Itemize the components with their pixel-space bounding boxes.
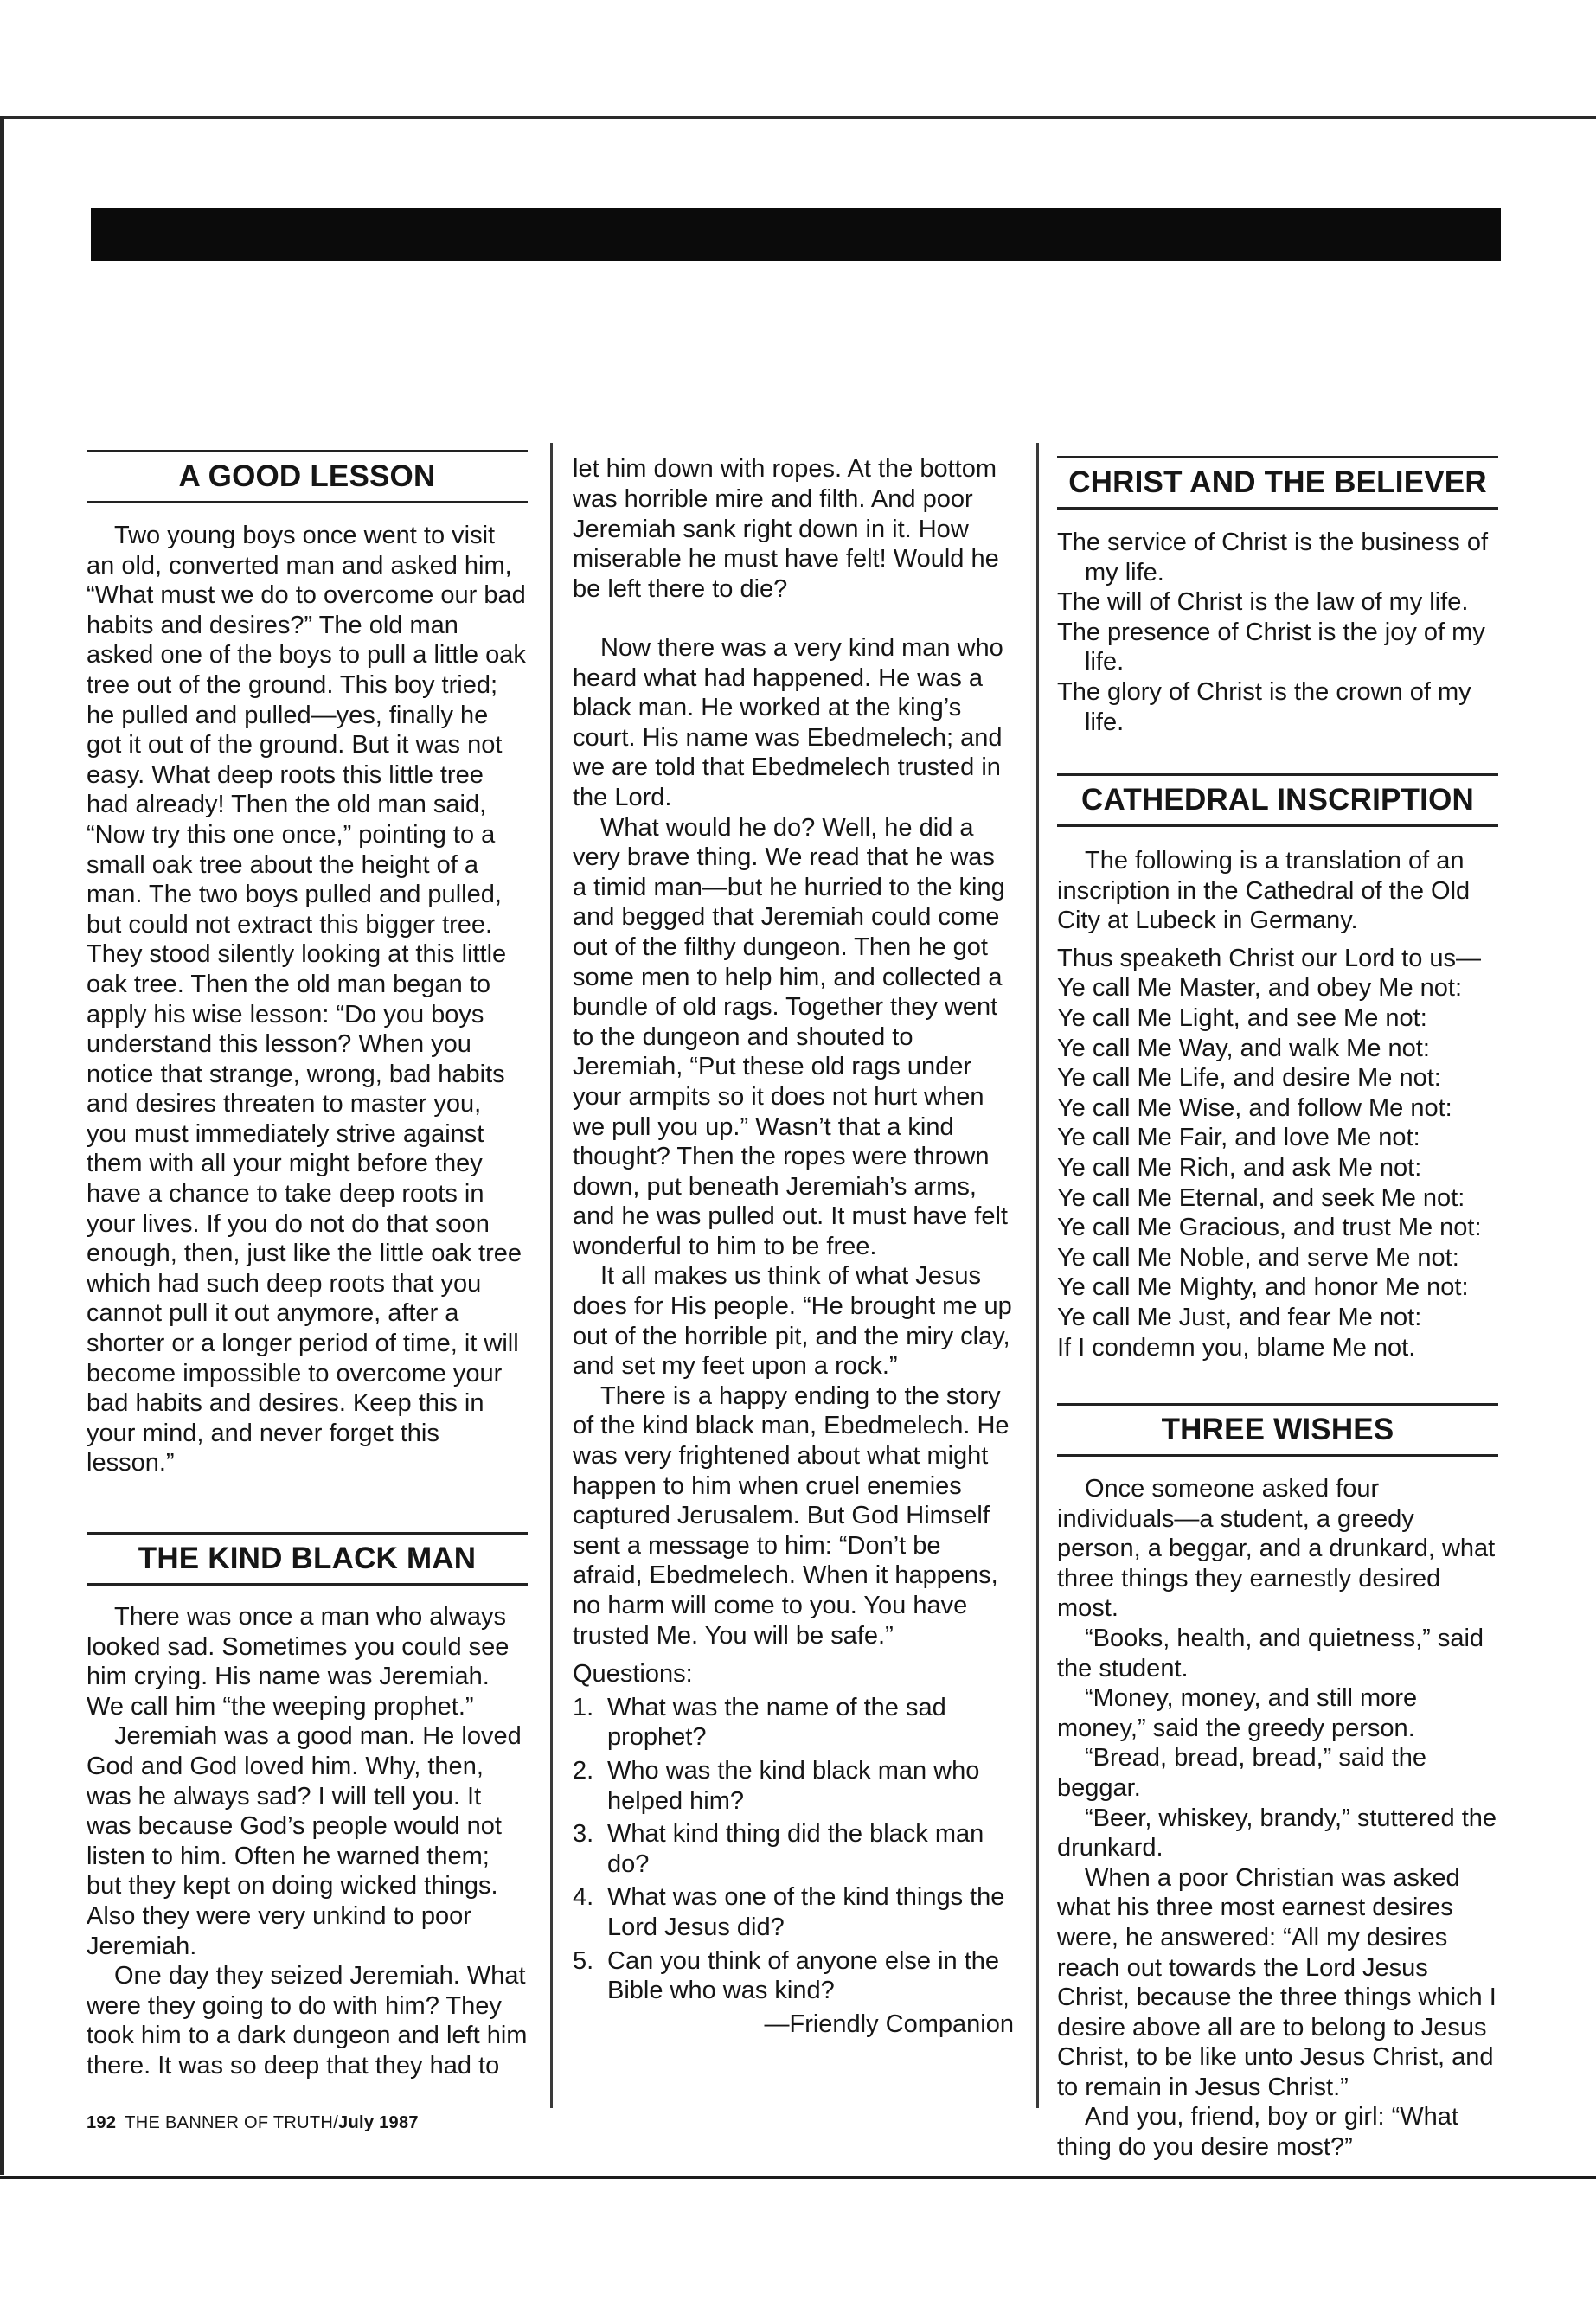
heading-cathedral-inscription — [1057, 773, 1498, 827]
paragraph: “Beer, whiskey, brandy,” stuttered the drunkard. — [1057, 1804, 1497, 1862]
question-item — [573, 1819, 1014, 1879]
section-title: CHRIST AND THE BELIEVER — [1068, 465, 1487, 499]
question-number: 2. — [573, 1756, 594, 1785]
paragraph: There was once a man who always looked sad. Sometimes you could see him crying. His name was Jeremiah. We call him “the weeping prophet.” — [87, 1603, 510, 1721]
heading-rule-bottom — [1057, 507, 1498, 510]
paragraph: “Money, money, and still more money,” said the greedy person. — [1057, 1684, 1418, 1742]
question-text: What was the name of the sad prophet? — [607, 1693, 946, 1752]
paragraph: And you, friend, boy or girl: “What thing do you desire most?” — [1057, 2103, 1458, 2162]
questions-list — [573, 1693, 1014, 2006]
verse-line: The presence of Christ is the joy of my life. — [1057, 618, 1485, 676]
publication-name: THE BANNER OF TRUTH — [125, 2113, 334, 2132]
article-a-good-lesson — [87, 521, 528, 1478]
paragraph: It all makes us think of what Jesus does for His people. “He brought me up out of the horrible pit, and the miry clay, and set my feet upon a rock.” — [573, 1262, 1012, 1381]
page-left-edge — [0, 116, 4, 2175]
inscription-line: Ye call Me Rich, and ask Me not: — [1057, 1153, 1422, 1182]
paragraph: The following is a translation of an inscription in the Cathedral of the Old City at Lubeck in Germany. — [1057, 847, 1471, 935]
paragraph: What would he do? Well, he did a very brave thing. We read that he was a timid man—but he hurried to the king and begged that Jeremiah could come out of the filthy dungeon. Then he got some men to help him, and collected a bundle of old rags. Together they went to the dungeon and shouted to Jeremiah, “Put these old rags under your armpits so it does not hurt when we pull you up.” Wasn’t that a kind thought? Then the ropes were thrown down, put beneath Jeremiah’s arms, and he was pulled out. It must have felt wonderful to him to be free. — [573, 813, 1008, 1260]
question-number: 5. — [573, 1946, 594, 1975]
paragraph-continued-text: let him down with ropes. At the bottom was horrible mire and filth. And poor Jeremiah sank right down in it. How miserable he must have felt! Would he be left there to die? — [573, 455, 999, 603]
article-the-kind-black-man-part1 — [87, 1602, 528, 2080]
heading-three-wishes — [1057, 1403, 1498, 1457]
inscription-line: Ye call Me Wise, and follow Me not: — [1057, 1093, 1452, 1122]
page-number: 192 — [87, 2113, 117, 2132]
question-text: What was one of the kind things the Lord Jesus did? — [607, 1883, 1005, 1941]
inscription-line: Thus speaketh Christ our Lord to us— — [1057, 944, 1482, 972]
paragraph: One day they seized Jeremiah. What were they going to do with him? They took him to a dark dungeon and left him there. It was so deep that they had to — [87, 1962, 528, 2080]
paragraph: Two young boys once went to visit an old, converted man and asked him, “What must we do to overcome our bad habits and desires?” The old man asked one of the boys to pull a little oak tree out of the ground. This boy tried; he pulled and pulled—yes, finally he got it out of the ground. But it was not easy. What deep roots this little tree had already! Then the old man said, “Now try this one once,” pointing to a small oak tree about the height of a man. The two boys pulled and pulled, but could not extract this bigger tree. They stood silently looking at this little oak tree. Then the old man began to apply his wise lesson: “Do you boys understand this lesson? When you notice that strange, wrong, bad habits and desires threaten to master you, you must immediately strive against them with all your might before they have a chance to take deep roots in your lives. If you do not do that soon enough, then, just like the little oak tree which had such deep roots that you cannot pull it out anymore, after a shorter or a longer period of time, it will become impossible to overcome your bad habits and desires. Keep this in your mind, and never forget this lesson.” — [87, 522, 526, 1477]
heading-rule-bottom — [87, 501, 528, 503]
section-title: A GOOD LESSON — [178, 459, 436, 493]
section-title: CATHEDRAL INSCRIPTION — [1080, 783, 1475, 817]
header-banner-bar — [91, 208, 1501, 261]
verse-line: The service of Christ is the business of my life. — [1057, 529, 1489, 586]
page-bottom-rule — [0, 2176, 1596, 2179]
question-number: 3. — [573, 1820, 594, 1849]
question-text: What kind thing did the black man do? — [607, 1820, 984, 1878]
inscription-line: Ye call Me Gracious, and trust Me not: — [1057, 1214, 1482, 1242]
article-signoff: —Friendly Companion — [764, 2009, 1014, 2038]
question-number: 1. — [573, 1693, 594, 1721]
heading-rule-bottom — [87, 1583, 528, 1586]
inscription-line: Ye call Me Eternal, and seek Me not: — [1057, 1183, 1465, 1212]
issue-date: July 1987 — [338, 2113, 419, 2132]
questions-label: Questions: — [573, 1660, 693, 1689]
heading-rule-bottom — [1057, 824, 1498, 827]
section-title: THE KIND BLACK MAN — [138, 1541, 477, 1575]
paragraph: Now there was a very kind man who heard what had happened. He was a black man. He worked at the king’s court. His name was Ebedmelech; and we are told that Ebedmelech trusted in the Lord. — [573, 634, 1003, 811]
heading-rule-bottom — [1057, 1454, 1498, 1457]
article-christ-and-the-believer — [1057, 528, 1498, 737]
footer-separator: / — [333, 2113, 339, 2132]
page-top-rule — [0, 116, 1596, 119]
question-number: 4. — [573, 1883, 594, 1912]
verse-line: The will of Christ is the law of my life. — [1057, 588, 1469, 617]
heading-a-good-lesson — [87, 450, 528, 503]
inscription-line: Ye call Me Way, and walk Me not: — [1057, 1034, 1430, 1062]
paragraph: There is a happy ending to the story of the kind black man, Ebedmelech. He was very frightened about what might happen to him when cruel enemies captured Jerusalem. But God Himself sent a message to him: “Don’t be afraid, Ebedmelech. When it happens, no harm will come to you. You have trusted Me. You will be safe.” — [573, 1381, 1010, 1650]
paragraph: Jeremiah was a good man. He loved God and God loved him. Why, then, was he always sad? I will tell you. It was because God’s people would not listen to him. Often he warned them; but they kept on doing wicked things. Also they were very unkind to poor Jeremiah. — [87, 1722, 522, 1960]
paragraph: “Bread, bread, bread,” said the beggar. — [1057, 1744, 1426, 1802]
paragraph-continued — [573, 454, 1014, 633]
article-three-wishes — [1057, 1474, 1498, 2163]
inscription-line: Ye call Me Master, and obey Me not: — [1057, 974, 1463, 1003]
question-text: Who was the kind black man who helped him? — [607, 1756, 980, 1815]
inscription-line: If I condemn you, blame Me not. — [1057, 1333, 1416, 1362]
inscription-line: Ye call Me Noble, and serve Me not: — [1057, 1243, 1459, 1272]
column-divider — [1036, 443, 1039, 2108]
column-divider — [550, 443, 553, 2108]
paragraph: When a poor Christian was asked what his three most earnest desires were, he answered: “All my desires reach out towards the Lord Jesus Christ, because the three things which I desire above all are to belong to Jesus Christ, to be like unto Jesus Christ, and to remain in Jesus Christ.” — [1057, 1863, 1497, 2101]
question-text: Can you think of anyone else in the Bible who was kind? — [607, 1946, 1000, 2005]
inscription-line: Ye call Me Mighty, and honor Me not: — [1057, 1273, 1469, 1302]
paragraph: Once someone asked four individuals—a student, a greedy person, a beggar, and a drunkard, what three things they earnestly desired most. — [1057, 1475, 1496, 1623]
question-item — [573, 1882, 1014, 1942]
heading-the-kind-black-man — [87, 1532, 528, 1586]
question-item — [573, 1693, 1014, 1753]
heading-christ-and-the-believer — [1057, 456, 1498, 510]
question-item — [573, 1946, 1014, 2006]
article-cathedral-inscription — [1057, 846, 1498, 1362]
inscription-line: Ye call Me Fair, and love Me not: — [1057, 1124, 1420, 1152]
paragraph: “Books, health, and quietness,” said the student. — [1057, 1624, 1484, 1682]
verse-line: The glory of Christ is the crown of my life. — [1057, 677, 1471, 736]
inscription-line: Ye call Me Just, and fear Me not: — [1057, 1303, 1422, 1331]
question-item — [573, 1756, 1014, 1816]
inscription-line: Ye call Me Life, and desire Me not: — [1057, 1064, 1441, 1093]
section-title: THREE WISHES — [1161, 1413, 1394, 1446]
article-the-kind-black-man-part2 — [573, 454, 1014, 2039]
page-footer — [87, 2113, 419, 2133]
inscription-line: Ye call Me Light, and see Me not: — [1057, 1003, 1427, 1032]
